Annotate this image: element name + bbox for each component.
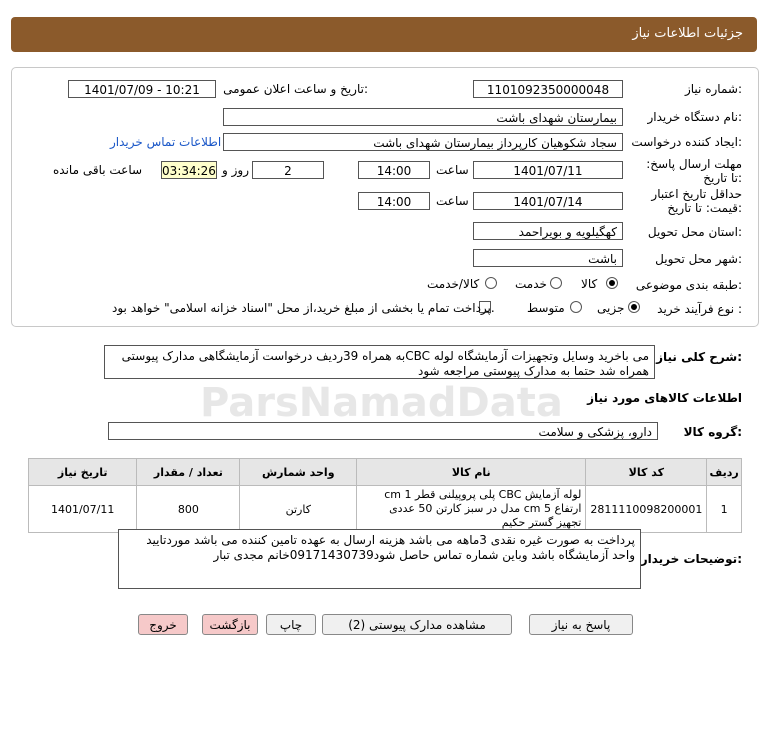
category-service-radio[interactable]: [550, 277, 562, 289]
province-field: کهگیلویه و بویراحمد: [473, 222, 623, 240]
validity-date-field: 1401/07/14: [473, 192, 623, 210]
page-header: [11, 17, 757, 52]
need-number-field: 1101092350000048: [473, 80, 623, 98]
city-field: باشت: [473, 249, 623, 267]
category-service-label: خدمت: [515, 277, 547, 291]
deadline-time-field: 14:00: [358, 161, 430, 179]
province-label: استان محل تحویل:: [647, 225, 742, 239]
col-unit-header: واحد شمارش: [240, 459, 357, 486]
description-text: می باخرید وسایل وتجهیزات آزمایشگاه لوله CBCبه همراه 39ردیف درخواست آزمایشگاهی مدارک پیوستی همراه شد حتما به مدارک پیوستی مراجعه شود: [104, 345, 655, 379]
purchase-medium-label: متوسط: [527, 301, 565, 315]
cell-date: 1401/07/11: [29, 486, 137, 533]
cell-name: لوله آزمایش CBC پلی پروپیلنی قطر 1 cm ارتفاع 5 cm مدل در سبز کارتن 50 عددی تجهیز گستر حکیم: [357, 486, 586, 533]
validity-time-label: ساعت: [436, 194, 469, 208]
category-goods-label: کالا: [581, 277, 598, 291]
purchase-medium-radio[interactable]: [570, 301, 582, 313]
purchase-minor-radio[interactable]: [628, 301, 640, 313]
back-button[interactable]: بازگشت: [202, 614, 258, 635]
announce-label: تاریخ و ساعت اعلان عمومی:: [223, 82, 368, 96]
goods-table: [28, 458, 742, 533]
purchase-minor-label: جزیی: [597, 301, 625, 315]
goods-section-title: اطلاعات کالاهای مورد نیاز: [587, 391, 742, 405]
table-header-row: [29, 459, 742, 486]
category-goods-service-radio[interactable]: [485, 277, 497, 289]
city-label: شهر محل تحویل:: [655, 252, 742, 266]
need-number-label: شماره نیاز:: [684, 82, 742, 96]
print-button[interactable]: چاپ: [266, 614, 316, 635]
deadline-days-label: روز و: [222, 163, 249, 177]
treasury-note: پرداخت تمام یا بخشی از مبلغ خرید،از محل "اسناد خزانه اسلامی" خواهد بود.: [112, 301, 495, 315]
watermark-logo: ParsNamadData: [200, 380, 563, 426]
goods-group-label: گروه کالا:: [683, 425, 742, 439]
exit-button[interactable]: خروج: [138, 614, 188, 635]
page-title: جزئیات اطلاعات نیاز: [632, 26, 743, 41]
deadline-time-label: ساعت: [436, 163, 469, 177]
buyer-notes-label: توضیحات خریدار:: [640, 552, 742, 566]
deadline-label: مهلت ارسال پاسخ: تا تاریخ:: [646, 157, 742, 185]
col-qty-header: تعداد / مقدار: [137, 459, 240, 486]
buyer-org-field: بیمارستان شهدای باشت: [223, 108, 623, 126]
reply-button[interactable]: پاسخ به نیاز: [529, 614, 633, 635]
attachments-button[interactable]: مشاهده مدارک پیوستی (2): [322, 614, 512, 635]
category-goods-service-label: کالا/خدمت: [427, 277, 480, 291]
col-code-header: کد کالا: [586, 459, 707, 486]
deadline-days-field: 2: [252, 161, 324, 179]
buyer-org-label: نام دستگاه خریدار:: [647, 110, 742, 124]
category-label: طبقه بندی موضوعی:: [635, 278, 742, 292]
validity-time-field: 14:00: [358, 192, 430, 210]
deadline-date-field: 1401/07/11: [473, 161, 623, 179]
category-goods-radio[interactable]: [606, 277, 618, 289]
cell-row: 1: [707, 486, 742, 533]
description-label: شرح کلی نیاز:: [656, 350, 742, 364]
remaining-time-field: 03:34:26: [161, 161, 217, 179]
cell-code: 2811110098200001: [586, 486, 707, 533]
requester-label: ایجاد کننده درخواست:: [631, 135, 742, 149]
cell-qty: 800: [137, 486, 240, 533]
col-date-header: تاریخ نیاز: [29, 459, 137, 486]
purchase-type-label: نوع فرآیند خرید :: [657, 302, 742, 316]
validity-label: حداقل تاریخ اعتبار قیمت: تا تاریخ:: [651, 187, 742, 215]
table-row: [29, 486, 742, 533]
col-name-header: نام کالا: [357, 459, 586, 486]
buyer-notes-text: پرداخت به صورت غیره نقدی 3ماهه می باشد هزینه ارسال به عهده تامین کننده می باشد موردتایید واحد آزمایشگاه باشد وباین شماره تماس حاصل شود09171430739خانم مجدی تبار: [118, 529, 641, 589]
col-row-header: ردیف: [707, 459, 742, 486]
buyer-contact-link[interactable]: اطلاعات تماس خریدار: [110, 135, 222, 149]
requester-field: سجاد شکوهیان کارپرداز بیمارستان شهدای باشت: [223, 133, 623, 151]
remaining-time-label: ساعت باقی مانده: [53, 163, 143, 177]
announce-field: 1401/07/09 - 10:21: [68, 80, 216, 98]
goods-group-field: دارو، پزشکی و سلامت: [108, 422, 658, 440]
cell-unit: کارتن: [240, 486, 357, 533]
